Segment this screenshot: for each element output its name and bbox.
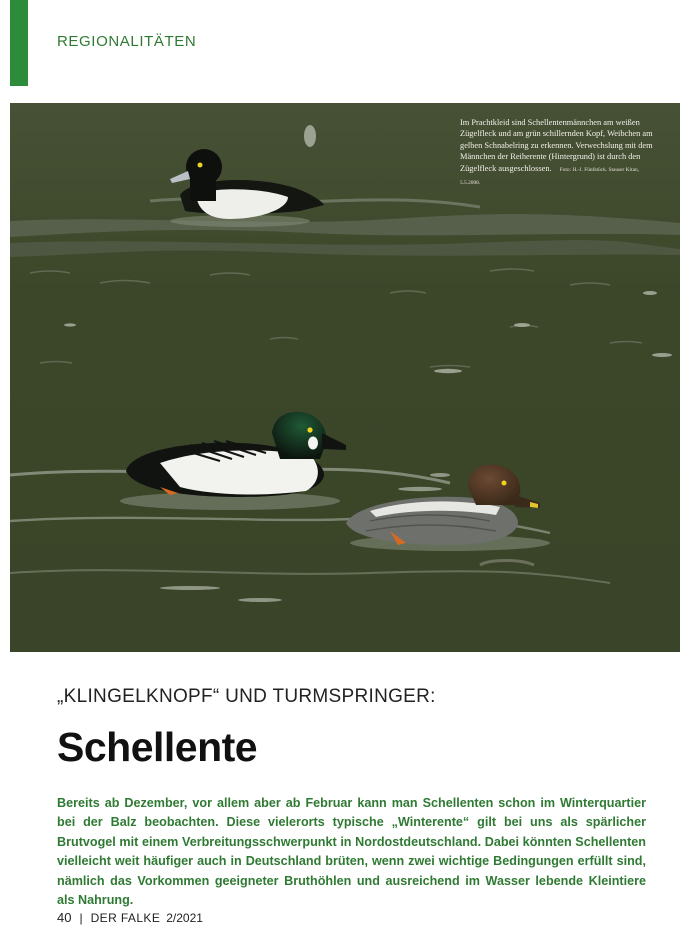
article-kicker: „KLINGELKNOPF“ UND TURMSPRINGER: <box>57 686 436 707</box>
photo-caption <box>460 117 660 189</box>
footer-separator: | <box>79 911 83 925</box>
article-lead: Bereits ab Dezember, vor allem aber ab Februar kann man Schellenten schon im Winterquartier bei der Balz beobachten. Diese vielerorts typische „Winterente“ gilt bei uns als spärlicher Brutvogel mit einem Verbreitungsschwerpunkt in Nordostdeutschland. Dabei könnten Schellenten vielleicht weit häufiger auch in Deutschland brüten, wenn zwei wichtige Bedingungen erfüllt sind, nämlich das Vorkommen geeigneter Bruthöhlen und ausreichend im Wasser lebende Kleintiere als Nahrung. <box>57 796 646 908</box>
photo-credit: Foto: H.-J. Fünfstück. Stauser Kitan, 5.5.2008. <box>460 166 639 187</box>
page-footer <box>57 910 203 925</box>
article-title: Schellente <box>57 724 258 770</box>
issue-number: 2/2021 <box>166 911 203 925</box>
caption-text: Im Prachtkleid sind Schellentenmännchen am weißen Zügelfleck und am grün schillernden Kopf, Weibchen am gelben Schnabelring zu erkennen. Verwechslung mit dem Männchen der Reiherente (Hintergrund) ist durch den Zügelfleck ausgeschlossen. <box>460 118 653 173</box>
section-color-bar <box>10 0 28 86</box>
publication-name: DER FALKE <box>90 911 161 925</box>
page-number: 40 <box>57 910 72 925</box>
section-label: REGIONALITÄTEN <box>57 33 197 50</box>
